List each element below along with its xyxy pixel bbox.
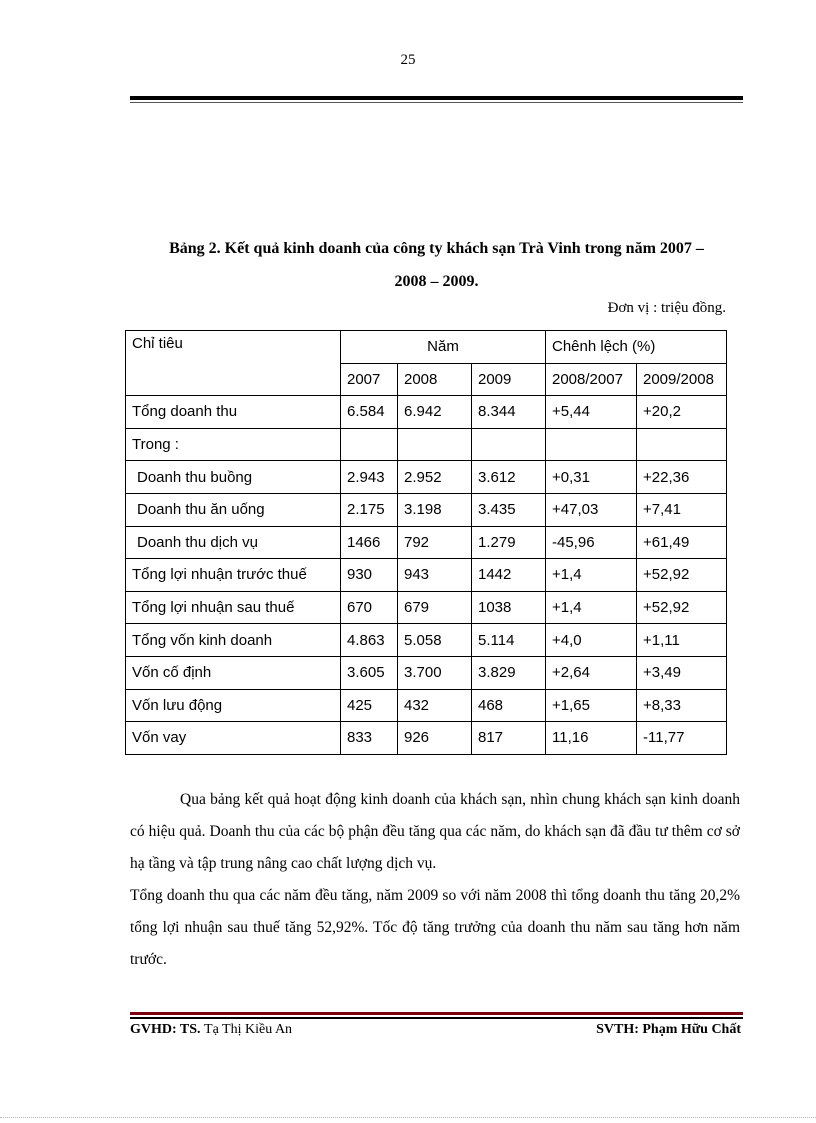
cell-v2007: 4.863	[341, 624, 398, 657]
cell-v2008: 2.952	[398, 461, 472, 494]
cell-v2009: 5.114	[472, 624, 546, 657]
cell-d1	[546, 428, 637, 461]
footer-student: SVTH: Phạm Hữu Chất	[596, 1022, 741, 1037]
header-rule	[130, 96, 743, 103]
cell-v2009: 817	[472, 722, 546, 755]
header-year-group: Năm	[341, 331, 546, 364]
cell-v2009: 3.435	[472, 493, 546, 526]
page-number: 25	[400, 52, 416, 68]
cell-d1: 11,16	[546, 722, 637, 755]
advisor-name: Tạ Thị Kiều An	[204, 1022, 293, 1037]
paragraph-1: Qua bảng kết quả hoạt động kinh doanh của khách sạn, nhìn chung khách sạn kinh doanh có hiệu quả. Doanh thu của các bộ phận đều tăng qua các năm, do khách sạn đã đầu tư thêm cơ sở hạ tầng và tập trung nâng cao chất lượng dịch vụ.	[130, 791, 740, 872]
cell-d2: +8,33	[637, 689, 727, 722]
cell-d1: +0,31	[546, 461, 637, 494]
advisor-label: GVHD: TS.	[130, 1022, 201, 1037]
cell-v2009: 1442	[472, 559, 546, 592]
cell-d1: -45,96	[546, 526, 637, 559]
row-label: Tổng vốn kinh doanh	[126, 624, 341, 657]
table-row	[126, 656, 727, 689]
paragraph-2: Tổng doanh thu qua các năm đều tăng, năm 2009 so với năm 2008 thì tổng doanh thu tăng 20,2% tổng lợi nhuận sau thuế tăng 52,92%. Tốc độ tăng trưởng của doanh thu năm sau tăng hơn năm trước.	[130, 887, 740, 968]
table-row	[126, 559, 727, 592]
row-label: Vốn cố định	[126, 656, 341, 689]
cell-d1: +47,03	[546, 493, 637, 526]
cell-v2007: 425	[341, 689, 398, 722]
footer-advisor	[130, 1022, 292, 1038]
row-label: Doanh thu dịch vụ	[126, 526, 341, 559]
cell-v2007: 2.943	[341, 461, 398, 494]
cell-v2009: 1038	[472, 591, 546, 624]
header-diff-group: Chênh lệch (%)	[546, 331, 727, 364]
header-indicator: Chỉ tiêu	[126, 331, 341, 396]
cell-v2007: 3.605	[341, 656, 398, 689]
table-row	[126, 624, 727, 657]
table-title	[130, 232, 743, 298]
cell-v2007: 670	[341, 591, 398, 624]
cell-d1: +4,0	[546, 624, 637, 657]
cell-d2: +7,41	[637, 493, 727, 526]
cell-d2: +61,49	[637, 526, 727, 559]
cell-v2008: 6.942	[398, 396, 472, 429]
page-bottom-border	[0, 1117, 816, 1118]
cell-d1: +1,65	[546, 689, 637, 722]
row-label: Doanh thu buồng	[126, 461, 341, 494]
cell-v2008: 792	[398, 526, 472, 559]
table-title-line1: Bảng 2. Kết quả kinh doanh của công ty khách sạn Trà Vinh trong năm 2007 –	[169, 240, 704, 257]
cell-d2: +3,49	[637, 656, 727, 689]
cell-v2007: 833	[341, 722, 398, 755]
cell-v2008: 943	[398, 559, 472, 592]
cell-d1: +5,44	[546, 396, 637, 429]
cell-v2007: 930	[341, 559, 398, 592]
unit-label: Đơn vị : triệu đồng.	[607, 300, 726, 316]
table-row	[126, 493, 727, 526]
cell-v2008: 3.700	[398, 656, 472, 689]
cell-v2009: 1.279	[472, 526, 546, 559]
cell-d2: -11,77	[637, 722, 727, 755]
header-year-2008: 2008	[398, 363, 472, 396]
row-label: Trong :	[126, 428, 341, 461]
cell-v2007: 1466	[341, 526, 398, 559]
header-year-2009: 2009	[472, 363, 546, 396]
cell-v2009	[472, 428, 546, 461]
cell-d2	[637, 428, 727, 461]
cell-v2008: 5.058	[398, 624, 472, 657]
table-header-row	[126, 331, 727, 364]
results-table	[125, 330, 727, 755]
cell-v2009: 3.829	[472, 656, 546, 689]
table-row	[126, 428, 727, 461]
row-label: Doanh thu ăn uống	[126, 493, 341, 526]
table-row	[126, 526, 727, 559]
header-year-2007: 2007	[341, 363, 398, 396]
table-row	[126, 591, 727, 624]
row-label: Tổng lợi nhuận trước thuế	[126, 559, 341, 592]
row-label: Vốn vay	[126, 722, 341, 755]
cell-v2008	[398, 428, 472, 461]
cell-v2008: 926	[398, 722, 472, 755]
cell-d2: +20,2	[637, 396, 727, 429]
cell-v2007	[341, 428, 398, 461]
cell-v2009: 468	[472, 689, 546, 722]
table-row	[126, 396, 727, 429]
cell-v2008: 679	[398, 591, 472, 624]
cell-v2009: 3.612	[472, 461, 546, 494]
cell-v2007: 6.584	[341, 396, 398, 429]
cell-d1: +2,64	[546, 656, 637, 689]
header-diff-2008-2007: 2008/2007	[546, 363, 637, 396]
table-row	[126, 461, 727, 494]
row-label: Tổng doanh thu	[126, 396, 341, 429]
row-label: Vốn lưu động	[126, 689, 341, 722]
cell-v2008: 432	[398, 689, 472, 722]
cell-d2: +22,36	[637, 461, 727, 494]
cell-v2008: 3.198	[398, 493, 472, 526]
cell-v2007: 2.175	[341, 493, 398, 526]
table-title-line2: 2008 – 2009.	[394, 273, 479, 290]
row-label: Tổng lợi nhuận sau thuế	[126, 591, 341, 624]
table-row	[126, 689, 727, 722]
cell-v2009: 8.344	[472, 396, 546, 429]
cell-d1: +1,4	[546, 559, 637, 592]
cell-d2: +1,11	[637, 624, 727, 657]
table-row	[126, 722, 727, 755]
cell-d2: +52,92	[637, 591, 727, 624]
header-diff-2009-2008: 2009/2008	[637, 363, 727, 396]
cell-d2: +52,92	[637, 559, 727, 592]
body-text	[130, 784, 740, 976]
footer-rule	[130, 1012, 743, 1020]
cell-d1: +1,4	[546, 591, 637, 624]
